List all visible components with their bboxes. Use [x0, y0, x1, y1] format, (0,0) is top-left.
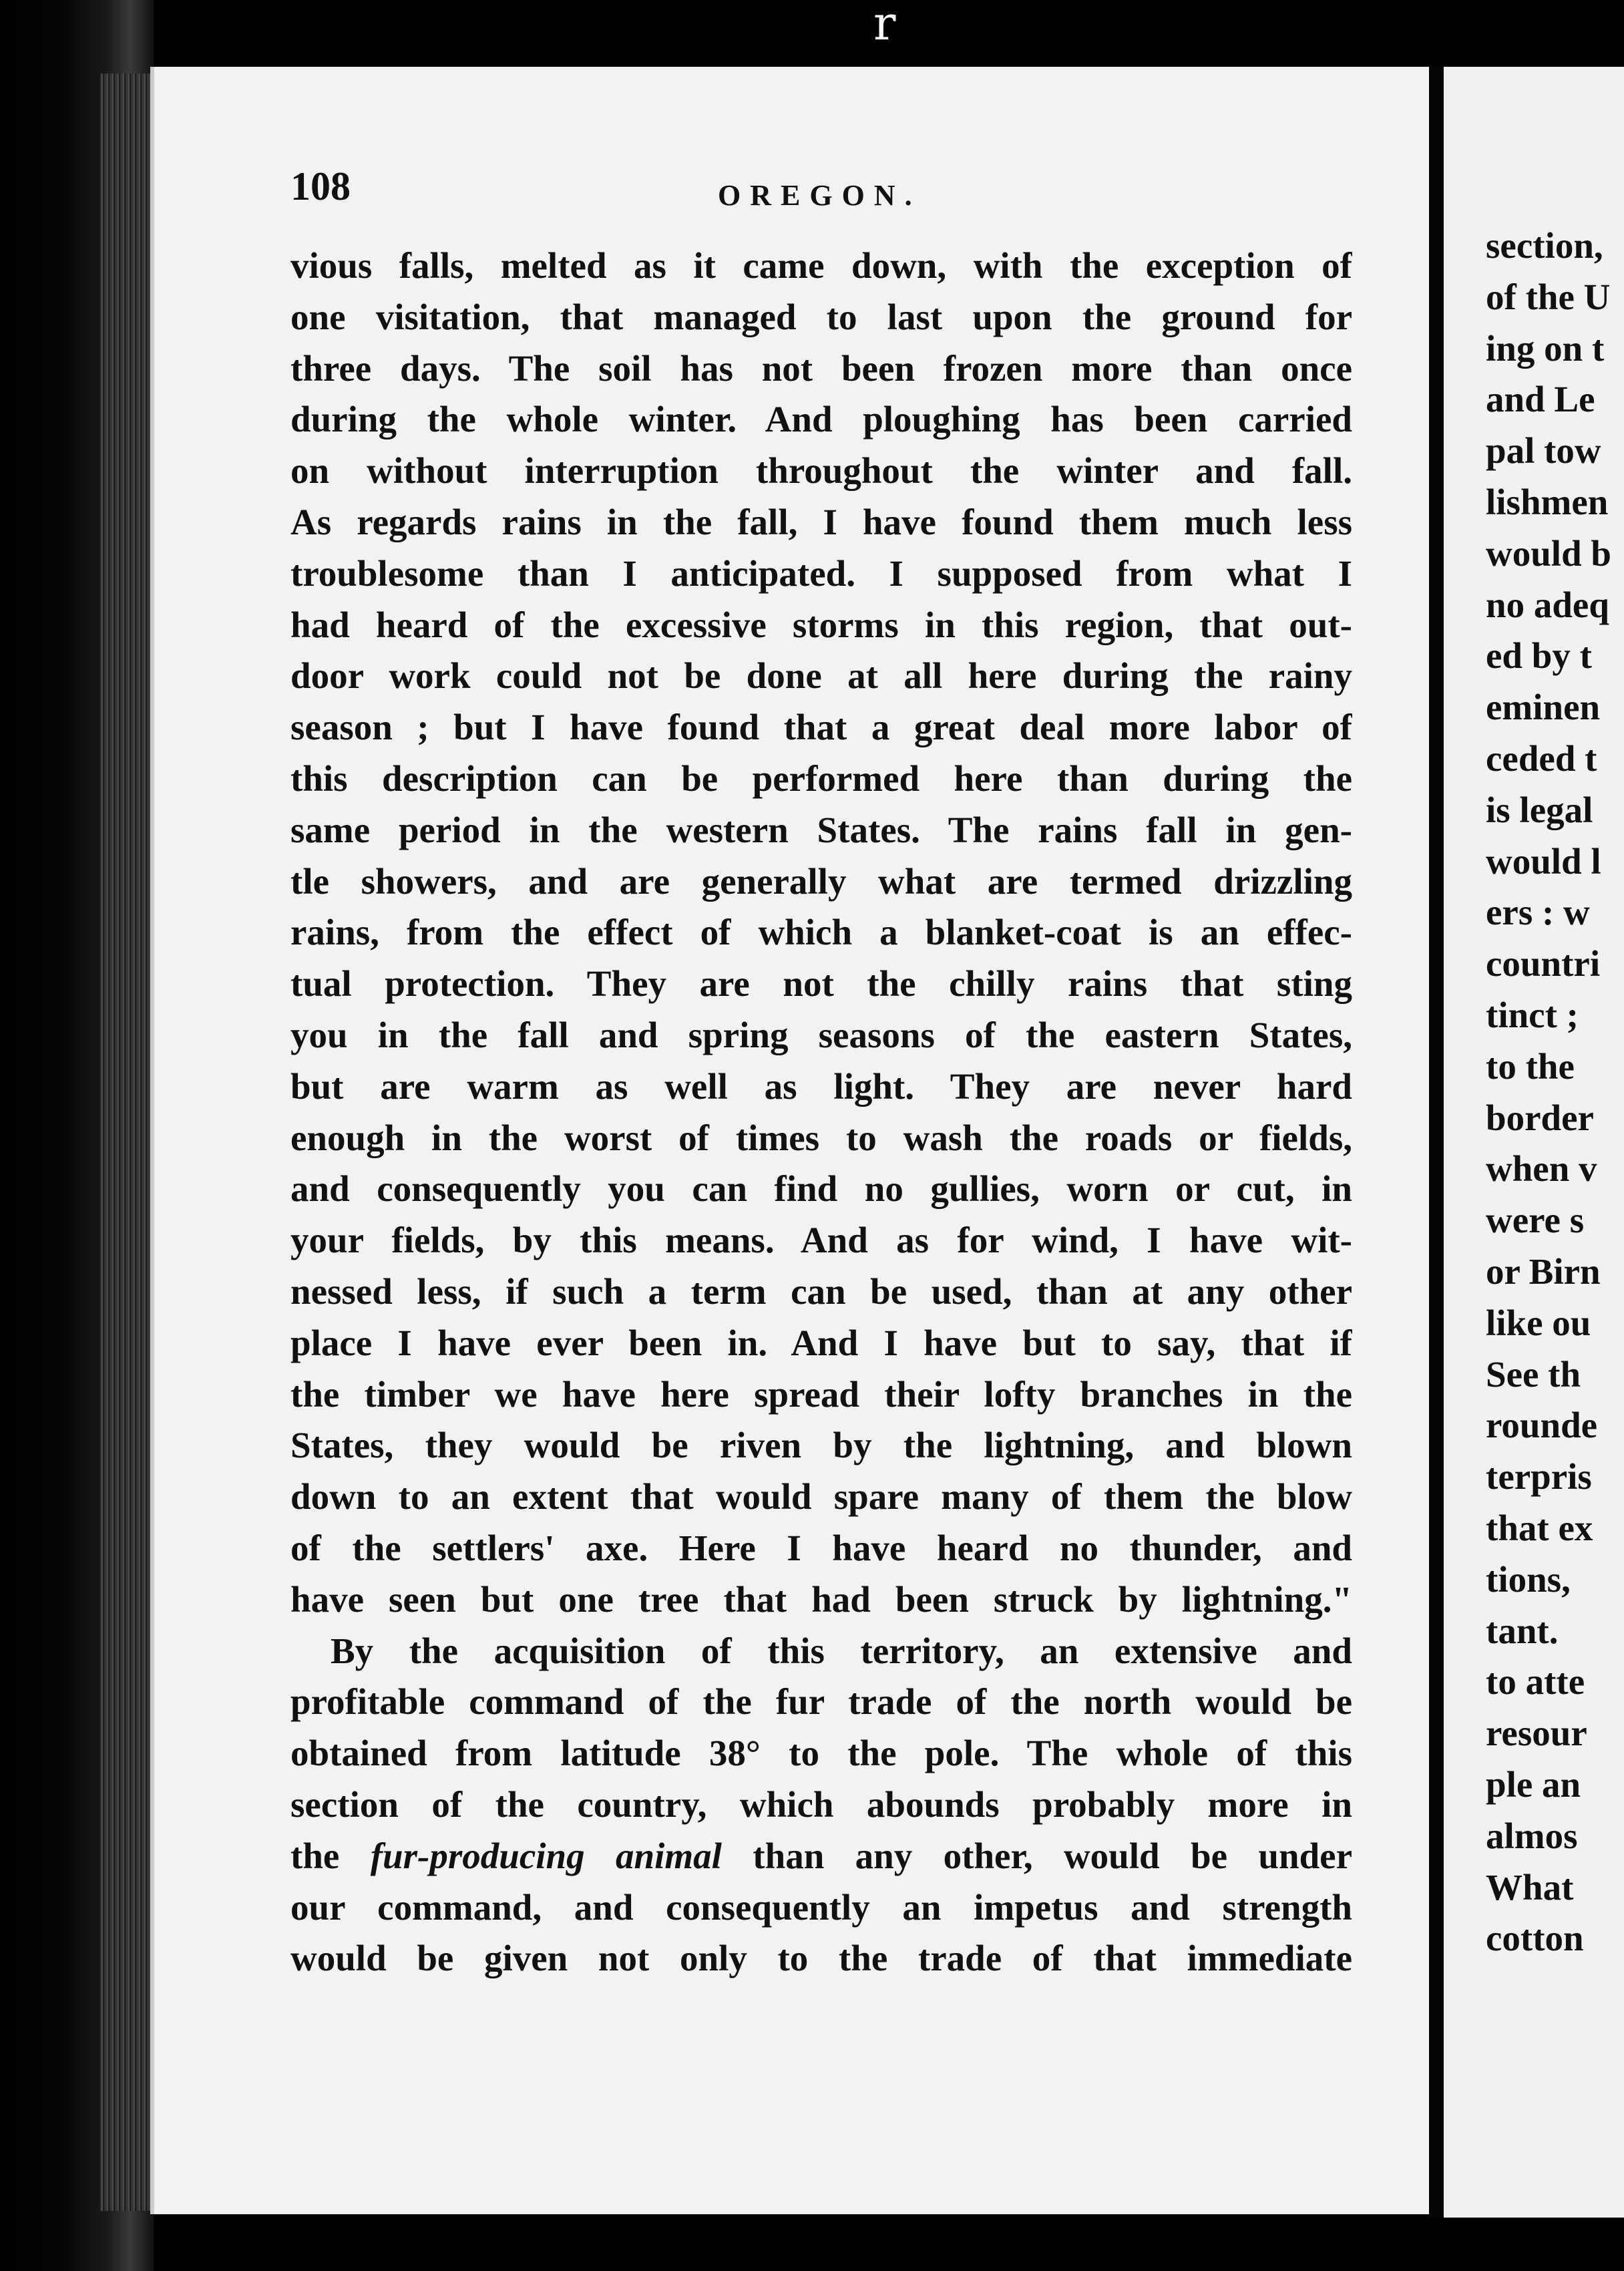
text-line: of the settlers' axe. Here I have heard no thunder, and — [290, 1527, 1352, 1568]
text-line: rains, from the effect of which a blanket-coat is an effec- — [290, 912, 1352, 953]
right-line: resour — [1486, 1713, 1587, 1754]
text-line: and consequently you can find no gullies, worn or cut, in — [290, 1168, 1352, 1210]
right-line: were s — [1486, 1200, 1585, 1241]
right-line: and Le — [1486, 379, 1595, 420]
text-line: troublesome than I anticipated. I supposed from what I — [290, 552, 1352, 594]
right-line: like ou — [1486, 1302, 1591, 1343]
text-line: on without interruption throughout the winter and fall. — [290, 450, 1352, 492]
text-fragment: the — [290, 1835, 371, 1876]
right-line: ceded t — [1486, 737, 1597, 779]
running-title: OREGON. — [718, 179, 922, 212]
text-line: tle showers, and are generally what are termed drizzling — [290, 860, 1352, 902]
text-line: this description can be performed here than during the — [290, 757, 1352, 799]
paragraph-start-line: By the acquisition of this territory, an extensive and — [331, 1630, 1352, 1671]
right-line: would b — [1486, 532, 1612, 574]
right-line: or Birn — [1486, 1250, 1601, 1292]
right-line: tant. — [1486, 1610, 1559, 1651]
page-number: 108 — [290, 164, 351, 208]
right-line: almos — [1486, 1815, 1578, 1856]
right-line: pal tow — [1486, 430, 1601, 472]
text-line: nessed less, if such a term can be used, than at any other — [290, 1270, 1352, 1312]
right-line: countri — [1486, 943, 1601, 985]
text-line: but are warm as well as light. They are never hard — [290, 1065, 1352, 1107]
right-line: What — [1486, 1866, 1574, 1908]
text-line: our command, and consequently an impetus and strength — [290, 1886, 1352, 1928]
text-line: door work could not be done at all here during the rainy — [290, 655, 1352, 697]
text-line: would be given not only to the trade of that immediate — [290, 1938, 1352, 1979]
text-line: profitable command of the fur trade of the north would be — [290, 1681, 1352, 1723]
text-line: vious falls, melted as it came down, with the exception of — [290, 245, 1352, 286]
right-line: rounde — [1486, 1405, 1598, 1446]
text-line: one visitation, that managed to last upon the ground for — [290, 296, 1352, 337]
right-line: of the U — [1486, 276, 1611, 317]
scan-top-mark: r — [873, 0, 896, 51]
right-line: when v — [1486, 1148, 1597, 1190]
text-line: same period in the western States. The rains fall in gen- — [290, 809, 1352, 850]
right-page-text — [1486, 220, 1624, 1964]
right-line: ers : w — [1486, 892, 1590, 933]
right-line: section, — [1486, 225, 1603, 266]
page-stack-edge — [100, 73, 154, 2211]
text-line: section of the country, which abounds probably more in — [290, 1783, 1352, 1825]
text-line: three days. The soil has not been frozen more than once — [290, 347, 1352, 389]
text-line: season ; but I have found that a great deal more labor of — [290, 707, 1352, 748]
text-line: place I have ever been in. And I have but to say, that if — [290, 1322, 1352, 1363]
right-line: tions, — [1486, 1558, 1571, 1600]
right-line: See th — [1486, 1353, 1581, 1395]
right-line: tinct ; — [1486, 994, 1579, 1035]
text-line: States, they would be riven by the lightning, and blown — [290, 1425, 1352, 1466]
text-line: have seen but one tree that had been struck by lightning." — [290, 1578, 1352, 1620]
right-line: cotton — [1486, 1918, 1584, 1959]
text-line-with-italic — [290, 1831, 1352, 1882]
right-line: eminen — [1486, 687, 1601, 728]
right-line: border — [1486, 1097, 1594, 1138]
text-line: during the whole winter. And ploughing has been carried — [290, 399, 1352, 440]
right-line: to the — [1486, 1045, 1575, 1087]
right-line: is legal — [1486, 789, 1593, 830]
right-line: would l — [1486, 840, 1601, 882]
text-line: enough in the worst of times to wash the roads or fields, — [290, 1117, 1352, 1158]
text-fragment: than any other, would be under — [721, 1835, 1352, 1876]
right-line: ple an — [1486, 1763, 1581, 1805]
right-line: that ex — [1486, 1507, 1593, 1548]
text-line: you in the fall and spring seasons of the eastern States, — [290, 1014, 1352, 1055]
text-line: your fields, by this means. And as for wind, I have wit- — [290, 1220, 1352, 1261]
text-line: obtained from latitude 38° to the pole. The whole of this — [290, 1733, 1352, 1774]
right-line: to atte — [1486, 1661, 1585, 1703]
text-line: the timber we have here spread their lofty branches in the — [290, 1373, 1352, 1415]
italic-phrase: fur-producing animal — [370, 1835, 722, 1876]
body-text — [290, 240, 1352, 1984]
text-line: tual protection. They are not the chilly rains that sting — [290, 963, 1352, 1005]
right-line: terpris — [1486, 1456, 1592, 1498]
text-line: As regards rains in the fall, I have found them much less — [290, 501, 1352, 542]
text-line: down to an extent that would spare many of them the blow — [290, 1476, 1352, 1518]
right-line: ing on t — [1486, 327, 1605, 369]
right-line: no adeq — [1486, 584, 1609, 625]
right-line: ed by t — [1486, 635, 1592, 677]
page-header — [290, 164, 1352, 224]
text-line: had heard of the excessive storms in this region, that out- — [290, 604, 1352, 645]
right-line: lishmen — [1486, 481, 1609, 522]
